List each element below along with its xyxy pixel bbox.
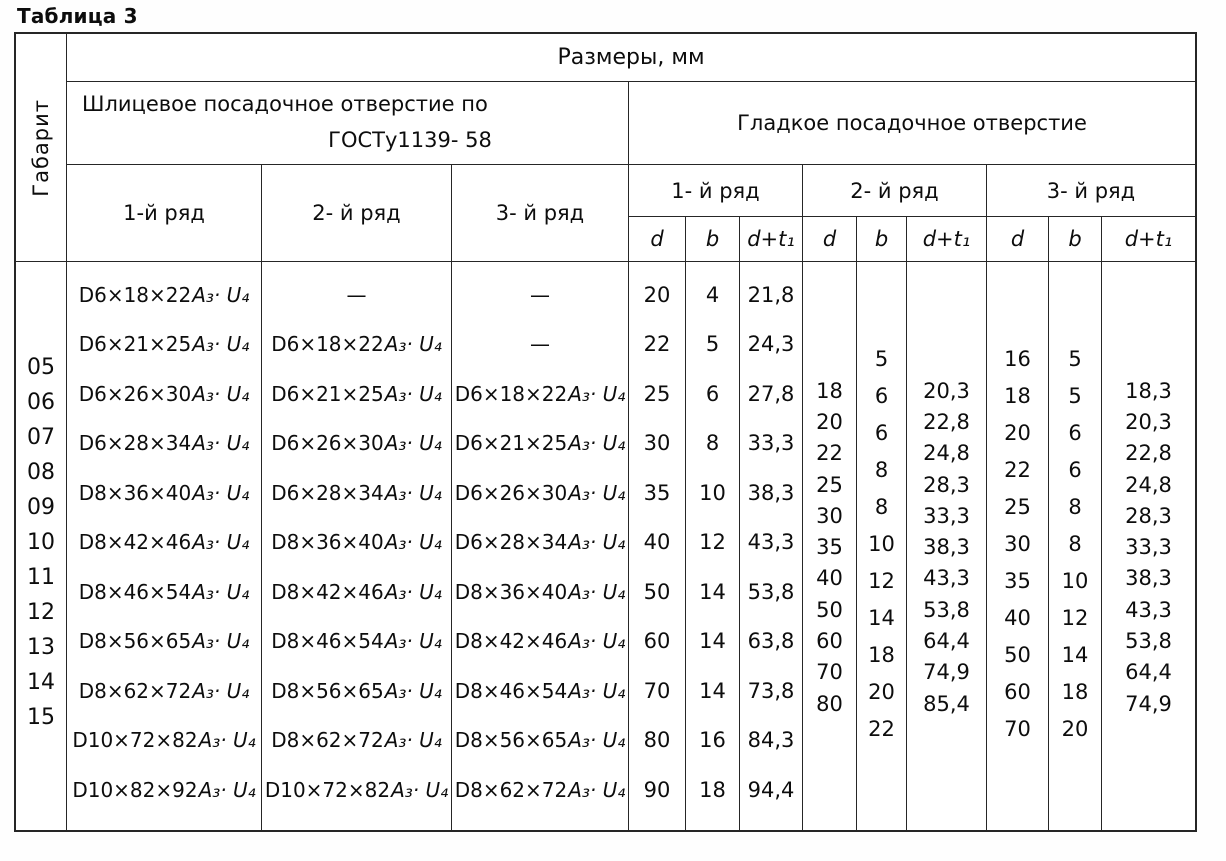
gabarit-value: 05 xyxy=(27,355,55,380)
dt-value: 63,8 xyxy=(747,629,795,654)
spline-grade: A₃· U₄ xyxy=(192,480,250,505)
spline-designation xyxy=(67,468,261,518)
smooth-row1-d-values xyxy=(629,262,686,830)
b-value: 8 xyxy=(874,494,889,519)
col-header-dt-row1: d+t₁ xyxy=(740,217,803,262)
spline-designation xyxy=(452,716,628,766)
d-value: 40 xyxy=(816,566,843,591)
spline-size: D6×28×34 xyxy=(454,530,568,555)
gabarit-value: 06 xyxy=(27,390,55,415)
dt-value: 38,3 xyxy=(747,480,795,505)
b-value: 18 xyxy=(699,777,726,802)
spline-designation xyxy=(67,369,261,419)
gabarit-value: 14 xyxy=(27,670,55,695)
spline-designation xyxy=(262,765,451,815)
d-value: 50 xyxy=(816,597,843,622)
spline-grade: A₃· U₄ xyxy=(384,678,442,703)
spline-designation xyxy=(67,666,261,716)
spline-grade: A₃· U₄ xyxy=(192,282,250,307)
dt-value: 73,8 xyxy=(747,678,795,703)
b-value: 8 xyxy=(705,431,720,456)
d-value: 20 xyxy=(816,409,843,434)
d-value: 25 xyxy=(1004,494,1031,519)
d-value: 30 xyxy=(643,431,671,456)
spline-designation xyxy=(452,567,628,617)
d-value: 70 xyxy=(816,660,843,685)
d-value: 22 xyxy=(816,441,843,466)
spline-size: D6×21×25 xyxy=(271,381,384,406)
spline-designation xyxy=(452,518,628,568)
dt-value: 33,3 xyxy=(747,431,795,456)
spline-grade: A₃· U₄ xyxy=(568,579,626,604)
d-value: 40 xyxy=(643,530,671,555)
b-value: 5 xyxy=(1068,346,1082,371)
dt-value: 22,8 xyxy=(923,409,970,434)
dt-value: 85,4 xyxy=(923,691,970,716)
spline-size: D6×26×30 xyxy=(78,381,192,406)
dt-value: 18,3 xyxy=(1125,378,1172,403)
d-value: 25 xyxy=(643,381,671,406)
smooth-row2-d-values xyxy=(803,262,857,830)
b-value: 8 xyxy=(874,457,889,482)
b-value: 8 xyxy=(1068,531,1082,556)
gabarit-values xyxy=(16,262,67,830)
d-value: 80 xyxy=(643,728,671,753)
d-value: 70 xyxy=(643,678,671,703)
b-value: 18 xyxy=(868,642,895,667)
spline-grade: A₃· U₄ xyxy=(192,431,250,456)
dt-value: 74,9 xyxy=(1125,691,1172,716)
dt-value: 20,3 xyxy=(923,378,970,403)
spline-designation xyxy=(262,617,451,667)
spline-designation xyxy=(262,567,451,617)
spline-grade: A₃· U₄ xyxy=(568,777,626,802)
d-value: 16 xyxy=(1004,346,1031,371)
d-value: 35 xyxy=(1004,568,1031,593)
b-value: 6 xyxy=(1068,420,1082,445)
b-value: 18 xyxy=(1061,679,1089,704)
spline-grade: A₃· U₄ xyxy=(198,728,256,753)
spline-size: D8×46×54 xyxy=(271,629,384,654)
d-value: 18 xyxy=(1004,383,1031,408)
b-value: 6 xyxy=(874,420,889,445)
gabarit-value: 13 xyxy=(27,635,55,660)
d-value: 90 xyxy=(643,777,671,802)
spline-grade: A₃· U₄ xyxy=(192,530,250,555)
spline-grade: A₃· U₄ xyxy=(384,728,442,753)
spline-designation xyxy=(452,419,628,469)
gabarit-value: 15 xyxy=(27,705,55,730)
b-value: 10 xyxy=(1061,568,1089,593)
dt-value: 24,3 xyxy=(747,332,795,357)
d-value: 60 xyxy=(1004,679,1031,704)
spline-row2-header: 2- й ряд xyxy=(262,165,452,262)
spline-designation xyxy=(452,468,628,518)
sizes-header: Размеры, мм xyxy=(67,34,1195,82)
b-value: 5 xyxy=(874,346,889,371)
dt-value: 38,3 xyxy=(923,535,970,560)
gabarit-value: 08 xyxy=(27,460,55,485)
spline-row1-values xyxy=(67,262,262,830)
d-value: 35 xyxy=(643,480,671,505)
spline-designation xyxy=(67,270,261,320)
spline-row3-header: 3- й ряд xyxy=(452,165,629,262)
spline-grade: A₃· U₄ xyxy=(568,480,626,505)
spline-size: D6×28×34 xyxy=(78,431,192,456)
dt-value: 33,3 xyxy=(1125,535,1172,560)
b-value: 10 xyxy=(868,531,895,556)
spline-size: D8×56×65 xyxy=(78,629,192,654)
d-value: 22 xyxy=(643,332,671,357)
smooth-row2-dt-values xyxy=(907,262,987,830)
smooth-row1-header: 1- й ряд xyxy=(629,165,803,217)
smooth-row3-dt-values xyxy=(1102,262,1195,830)
spline-designation xyxy=(67,765,261,815)
spline-grade: A₃· U₄ xyxy=(384,530,442,555)
b-value: 14 xyxy=(699,629,726,654)
dt-value: 84,3 xyxy=(747,728,795,753)
spline-grade: A₃· U₄ xyxy=(198,777,256,802)
smooth-row1-dt-values xyxy=(740,262,803,830)
dt-value: 74,9 xyxy=(923,660,970,685)
b-value: 6 xyxy=(874,383,889,408)
spline-grade: A₃· U₄ xyxy=(384,381,442,406)
spline-size: D6×26×30 xyxy=(271,431,384,456)
spline-size: D10×82×92 xyxy=(72,777,198,802)
smooth-row2-header: 2- й ряд xyxy=(803,165,987,217)
smooth-row3-b-values xyxy=(1049,262,1102,830)
spline-row3-values xyxy=(452,262,629,830)
dt-value: 43,3 xyxy=(1125,597,1172,622)
col-header-b-row2: b xyxy=(857,217,907,262)
spline-grade: A₃· U₄ xyxy=(384,431,442,456)
dt-value: 24,8 xyxy=(1125,472,1172,497)
d-value: 22 xyxy=(1004,457,1031,482)
d-value: 40 xyxy=(1004,605,1031,630)
dt-value: 43,3 xyxy=(923,566,970,591)
d-value: 20 xyxy=(1004,420,1031,445)
b-value: 12 xyxy=(868,568,895,593)
spline-size: D6×28×34 xyxy=(271,480,384,505)
spline-designation xyxy=(262,369,451,419)
b-value: 14 xyxy=(1061,642,1089,667)
dt-value: 24,8 xyxy=(923,441,970,466)
spline-grade: A₃· U₄ xyxy=(384,332,442,357)
col-header-dt-row3: d+t₁ xyxy=(1102,217,1195,262)
spline-designation xyxy=(452,369,628,419)
spline-grade: A₃· U₄ xyxy=(384,480,442,505)
spline-designation xyxy=(262,419,451,469)
spline-designation xyxy=(262,518,451,568)
col-header-d-row2: d xyxy=(803,217,857,262)
spline-designation xyxy=(67,716,261,766)
dt-value: 53,8 xyxy=(747,579,795,604)
spline-section-header xyxy=(67,82,629,165)
gabarit-value: 07 xyxy=(27,425,55,450)
b-value: 12 xyxy=(699,530,726,555)
b-value: 10 xyxy=(699,480,726,505)
dt-value: 33,3 xyxy=(923,503,970,528)
table-title: Таблица 3 xyxy=(17,4,138,28)
spline-grade: A₃· U₄ xyxy=(192,381,250,406)
b-value: 20 xyxy=(1061,716,1089,741)
spline-designation xyxy=(67,617,261,667)
spline-designation xyxy=(262,320,451,370)
spline-size: D10×72×82 xyxy=(264,777,391,802)
spline-size: D8×56×65 xyxy=(271,678,384,703)
dt-value: 28,3 xyxy=(1125,503,1172,528)
col-header-b-row1: b xyxy=(686,217,740,262)
spline-designation: — xyxy=(530,332,550,357)
spline-grade: A₃· U₄ xyxy=(192,579,250,604)
spline-size: D6×18×22 xyxy=(271,332,384,357)
gabarit-value: 09 xyxy=(27,495,55,520)
dt-value: 53,8 xyxy=(923,597,970,622)
d-value: 60 xyxy=(643,629,671,654)
col-header-dt-row2: d+t₁ xyxy=(907,217,987,262)
dt-value: 64,4 xyxy=(923,629,970,654)
d-value: 50 xyxy=(643,579,671,604)
b-value: 8 xyxy=(1068,494,1082,519)
spline-grade: A₃· U₄ xyxy=(384,579,442,604)
spline-size: D8×42×46 xyxy=(78,530,192,555)
spline-designation: — xyxy=(530,282,550,307)
d-value: 30 xyxy=(816,503,843,528)
b-value: 14 xyxy=(699,579,726,604)
dt-value: 28,3 xyxy=(923,472,970,497)
gabarit-value: 12 xyxy=(27,600,55,625)
smooth-row3-header: 3- й ряд xyxy=(987,165,1195,217)
b-value: 20 xyxy=(868,679,895,704)
smooth-row3-d-values xyxy=(987,262,1049,830)
spline-designation xyxy=(67,567,261,617)
spline-row2-values xyxy=(262,262,452,830)
b-value: 5 xyxy=(1068,383,1082,408)
spline-grade: A₃· U₄ xyxy=(568,728,626,753)
d-value: 25 xyxy=(816,472,843,497)
d-value: 35 xyxy=(816,535,843,560)
dt-value: 22,8 xyxy=(1125,441,1172,466)
spline-designation xyxy=(452,765,628,815)
spline-grade: A₃· U₄ xyxy=(192,678,250,703)
b-value: 22 xyxy=(868,716,895,741)
spline-grade: A₃· U₄ xyxy=(384,629,442,654)
spline-grade: A₃· U₄ xyxy=(568,678,626,703)
dt-value: 27,8 xyxy=(747,381,795,406)
d-value: 60 xyxy=(816,629,843,654)
d-value: 20 xyxy=(643,282,671,307)
spline-section-line2: ГОСТу1139- 58 xyxy=(328,128,492,152)
b-value: 6 xyxy=(705,381,720,406)
spline-size: D6×26×30 xyxy=(454,480,568,505)
smooth-section-header: Гладкое посадочное отверстие xyxy=(629,82,1195,165)
dt-value: 21,8 xyxy=(747,282,795,307)
smooth-row2-b-values xyxy=(857,262,907,830)
dt-value: 64,4 xyxy=(1125,660,1172,685)
dimension-table xyxy=(14,32,1197,832)
spline-size: D6×18×22 xyxy=(454,381,568,406)
d-value: 70 xyxy=(1004,716,1031,741)
spline-designation xyxy=(452,666,628,716)
spline-grade: A₃· U₄ xyxy=(568,431,626,456)
spline-size: D6×21×25 xyxy=(454,431,568,456)
spline-size: D8×62×72 xyxy=(271,728,384,753)
spline-size: D8×56×65 xyxy=(454,728,568,753)
gabarit-label: Габарит xyxy=(29,98,53,197)
spline-size: D8×42×46 xyxy=(271,579,384,604)
d-value: 80 xyxy=(816,691,843,716)
spline-grade: A₃· U₄ xyxy=(391,777,449,802)
spline-row1-header: 1-й ряд xyxy=(67,165,262,262)
spline-size: D8×62×72 xyxy=(454,777,568,802)
spline-designation xyxy=(67,518,261,568)
d-value: 50 xyxy=(1004,642,1031,667)
dt-value: 20,3 xyxy=(1125,409,1172,434)
gabarit-value: 11 xyxy=(27,565,55,590)
spline-size: D8×62×72 xyxy=(78,678,192,703)
spline-size: D8×36×40 xyxy=(454,579,568,604)
spline-designation xyxy=(67,320,261,370)
spline-grade: A₃· U₄ xyxy=(192,629,250,654)
smooth-row1-b-values xyxy=(686,262,740,830)
spline-size: D6×18×22 xyxy=(78,282,192,307)
spline-designation xyxy=(262,716,451,766)
spline-size: D8×36×40 xyxy=(271,530,384,555)
spline-designation xyxy=(262,666,451,716)
gabarit-column-header xyxy=(16,34,67,262)
spline-designation: — xyxy=(346,282,367,307)
dt-value: 43,3 xyxy=(747,530,795,555)
gabarit-value: 10 xyxy=(27,530,55,555)
b-value: 5 xyxy=(705,332,720,357)
dt-value: 38,3 xyxy=(1125,566,1172,591)
spline-grade: A₃· U₄ xyxy=(568,381,626,406)
spline-size: D8×46×54 xyxy=(78,579,192,604)
spline-designation xyxy=(67,419,261,469)
col-header-d-row1: d xyxy=(629,217,686,262)
spline-size: D8×36×40 xyxy=(78,480,192,505)
col-header-d-row3: d xyxy=(987,217,1049,262)
b-value: 12 xyxy=(1061,605,1089,630)
d-value: 30 xyxy=(1004,531,1031,556)
spline-designation xyxy=(262,468,451,518)
spline-size: D8×42×46 xyxy=(454,629,568,654)
spline-grade: A₃· U₄ xyxy=(568,629,626,654)
b-value: 14 xyxy=(868,605,895,630)
col-header-b-row3: b xyxy=(1049,217,1102,262)
spline-size: D6×21×25 xyxy=(78,332,192,357)
b-value: 6 xyxy=(1068,457,1082,482)
spline-size: D10×72×82 xyxy=(72,728,198,753)
dt-value: 53,8 xyxy=(1125,629,1172,654)
spline-grade: A₃· U₄ xyxy=(568,530,626,555)
spline-size: D8×46×54 xyxy=(454,678,568,703)
spline-section-line1: Шлицевое посадочное отверстие по xyxy=(82,92,488,117)
dt-value: 94,4 xyxy=(747,777,795,802)
spline-designation xyxy=(452,617,628,667)
b-value: 14 xyxy=(699,678,726,703)
spline-grade: A₃· U₄ xyxy=(192,332,250,357)
d-value: 18 xyxy=(816,378,843,403)
b-value: 16 xyxy=(699,728,726,753)
b-value: 4 xyxy=(705,282,720,307)
